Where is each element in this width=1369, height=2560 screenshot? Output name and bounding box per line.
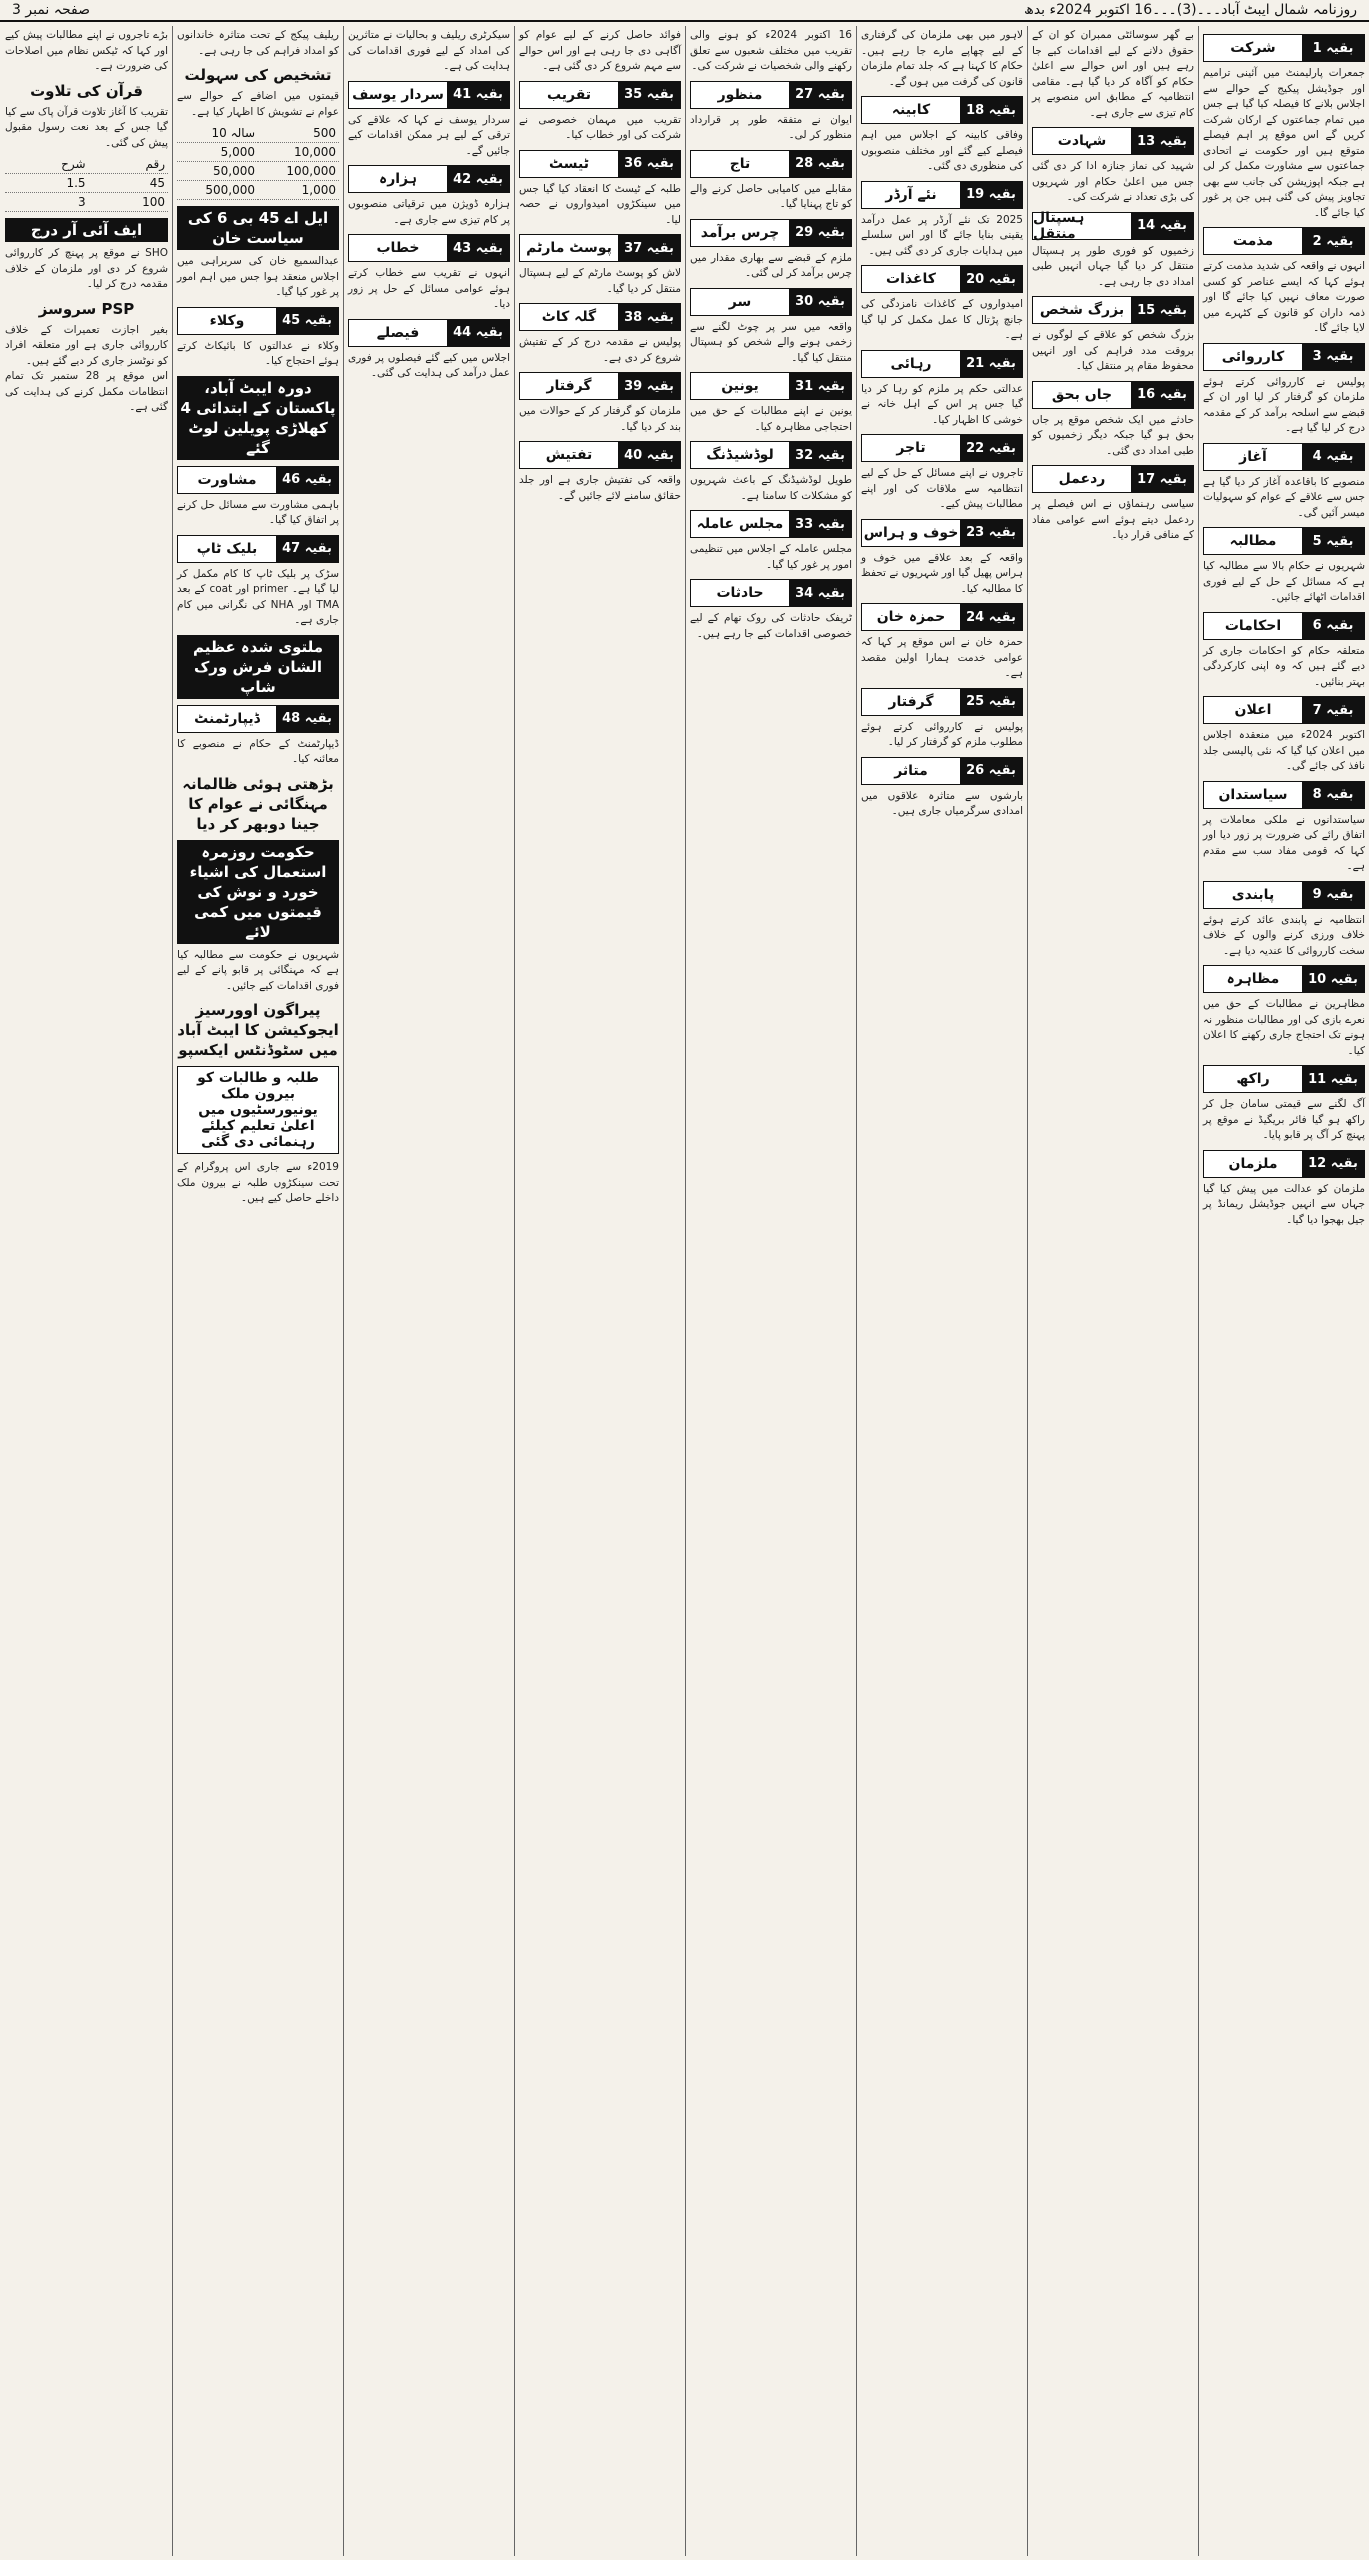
article-text: سیاسی رہنماؤں نے اس فیصلے پر ردعمل دیتے ہوئے اسے عوامی مفاد کے منافی قرار دیا۔: [1032, 498, 1194, 541]
article-text: تقریب میں مہمان خصوصی نے شرکت کی اور خطاب کیا۔: [519, 113, 681, 141]
article-text: عدالتی حکم پر ملزم کو رہا کر دیا گیا جس پر اس کے اہل خانہ نے خوشی کا اظہار کیا۔: [861, 382, 1023, 426]
continuation-topic: مذمت: [1204, 228, 1302, 254]
continuation-box: [861, 265, 1023, 293]
article-text: سڑک پر بلیک ٹاپ کا کام مکمل کر لیا گیا ہے۔ primer اور coat کے بعد TMA اور NHA کی نگرانی میں کام جاری ہے۔: [177, 567, 340, 626]
continuation-box: [1203, 34, 1365, 62]
continuation-box: [519, 81, 681, 109]
continuation-number: بقیہ 23: [960, 520, 1022, 546]
continuation-topic: بزرگ شخص: [1033, 297, 1131, 323]
article-text: منصوبے کا باقاعدہ آغاز کر دیا گیا ہے جس سے علاقے کے عوام کو سہولیات میسر آئیں گی۔: [1203, 475, 1365, 519]
continuation-box: [177, 466, 339, 494]
continuation-topic: کاغذات: [862, 266, 960, 292]
article-text: امیدواروں کے کاغذات نامزدگی کی جانچ پڑتال کا عمل مکمل کر لیا گیا ہے۔: [861, 298, 1023, 341]
table-cell: 1.5: [5, 174, 89, 193]
article-text: لاہور میں بھی ملزمان کی گرفتاری کے لیے چھاپے مارے جا رہے ہیں۔ حکام کا کہنا ہے کہ جلد تمام ملزمان قانون کی گرفت میں ہوں گے۔: [861, 29, 1023, 88]
article-text: مجلس عاملہ کے اجلاس میں تنظیمی امور پر غور کیا گیا۔: [690, 543, 852, 571]
article-text: ایوان نے متفقہ طور پر قرارداد منظور کر لی۔: [690, 113, 852, 141]
article-text: وفاقی کابینہ کے اجلاس میں اہم فیصلے کیے گئے اور مختلف منصوبوں کی منظوری دی گئی۔: [861, 129, 1023, 172]
masthead-title: روزنامہ شمال ایبٹ آباد۔۔۔(3)۔۔۔16 اکتوبر 2024ء بدھ: [1024, 2, 1357, 18]
headline: بڑھتی ہوئی ظالمانہ مہنگائی نے عوام کا جینا دوبھر کر دیا: [182, 774, 334, 833]
article-text: بارشوں سے متاثرہ علاقوں میں امدادی سرگرمیاں جاری ہیں۔: [861, 789, 1023, 817]
continuation-box: [1032, 465, 1194, 493]
continuation-topic: خوف و ہراس: [862, 520, 960, 546]
headline: دورہ ایبٹ آباد، پاکستان کے ابتدائی 4 کھلاڑی پویلین لوٹ گئے: [177, 376, 339, 460]
continuation-box: [690, 219, 852, 247]
table-cell: 500,000: [177, 181, 258, 200]
continuation-box: [690, 441, 852, 469]
continuation-number: بقیہ 25: [960, 689, 1022, 715]
continuation-topic: ہزارہ: [349, 166, 447, 192]
continuation-number: بقیہ 18: [960, 97, 1022, 123]
continuation-topic: مجلس عاملہ: [691, 511, 789, 537]
article-text: انہوں نے واقعہ کی شدید مذمت کرتے ہوئے کہا کہ ایسے عناصر کو کسی صورت معاف نہیں کیا جائے گا اور ذمہ داران کو قانون کے کٹہرے میں لایا جائے گا۔: [1203, 260, 1365, 334]
continuation-topic: سیاستدان: [1204, 782, 1302, 808]
rate-table: [5, 155, 168, 212]
column-4: [685, 26, 856, 2556]
continuation-number: بقیہ 39: [618, 373, 680, 399]
continuation-box: [348, 319, 510, 347]
article-text: جمعرات پارلیمنٹ میں آئینی ترامیم اور جوڈیشل پیکیج کے حوالے سے اجلاس بلانے کا فیصلہ کیا گیا ہے جس میں تمام جماعتوں کے ارکان شرکت کریں گے اس موقع پر اہم فیصلے متوقع ہیں اور حکومت نے اتحادی جماعتوں سے مشاورت مکمل کر لی ہے جبکہ اپوزیشن کی جانب سے بھی تجاویز پیش کی گئی ہیں جن پر غور کیا جائے گا۔: [1203, 67, 1365, 219]
continuation-topic: سر: [691, 289, 789, 315]
continuation-number: بقیہ 38: [618, 304, 680, 330]
article-text: اجلاس میں کیے گئے فیصلوں پر فوری عمل درآمد کی ہدایت کی گئی۔: [348, 351, 510, 379]
continuation-number: بقیہ 32: [789, 442, 851, 468]
article-text: شہریوں نے حکومت سے مطالبہ کیا ہے کہ مہنگائی پر قابو پانے کے لیے فوری اقدامات کیے جائیں۔: [177, 948, 339, 992]
continuation-box: [690, 288, 852, 316]
continuation-number: بقیہ 19: [960, 182, 1022, 208]
continuation-number: بقیہ 15: [1131, 297, 1193, 323]
continuation-box: [1032, 381, 1194, 409]
table-cell: شرح: [5, 155, 89, 174]
rate-table: [177, 124, 339, 200]
article-text: پولیس نے مقدمہ درج کر کے تفتیش شروع کر دی ہے۔: [519, 336, 681, 364]
continuation-box: [177, 535, 339, 563]
continuation-box: [1203, 1150, 1365, 1178]
continuation-number: بقیہ 43: [447, 235, 509, 261]
continuation-topic: یونین: [691, 373, 789, 399]
article-text: بزرگ شخص کو علاقے کے لوگوں نے بروقت مدد فراہم کی اور انہیں محفوظ مقام پر منتقل کیا۔: [1032, 329, 1194, 372]
continuation-box: [1203, 696, 1365, 724]
article-text: سیکرٹری ریلیف و بحالیات نے متاثرین کی امداد کے لیے فوری اقدامات کی ہدایت کی ہے۔: [348, 29, 510, 72]
column-8: [1, 26, 172, 2556]
article-text: ڈیپارٹمنٹ کے حکام نے منصوبے کا معائنہ کیا۔: [177, 737, 339, 765]
column-1: [1198, 26, 1369, 2556]
table-cell: 1,000: [258, 181, 339, 200]
headline: ملتوی شدہ عظیم الشان فرش ورک شاپ: [177, 635, 339, 699]
continuation-topic: اعلان: [1204, 697, 1302, 723]
table-cell: 100: [89, 193, 168, 212]
continuation-topic: گرفتار: [862, 689, 960, 715]
masthead: [0, 0, 1369, 22]
table-cell: رقم: [89, 155, 168, 174]
article-text: واقعہ میں سر پر چوٹ لگنے سے زخمی ہونے والے شخص کو ہسپتال منتقل کیا گیا۔: [690, 320, 852, 364]
article-text: ٹریفک حادثات کی روک تھام کے لیے خصوصی اقدامات کیے جا رہے ہیں۔: [690, 612, 852, 640]
continuation-topic: ردعمل: [1033, 466, 1131, 492]
continuation-number: بقیہ 14: [1131, 213, 1193, 239]
continuation-number: بقیہ 46: [276, 467, 338, 493]
continuation-box: [861, 757, 1023, 785]
article-text: SHO نے موقع پر پہنچ کر کارروائی شروع کر دی اور ملزمان کے خلاف مقدمہ درج کر لیا۔: [5, 247, 168, 290]
continuation-number: بقیہ 45: [276, 308, 338, 334]
article-text: فوائد حاصل کرنے کے لیے عوام کو آگاہی دی جا رہی ہے اور اس حوالے سے مہم شروع کر دی گئی ہے۔: [519, 29, 681, 72]
article-text: پولیس نے کارروائی کرتے ہوئے ملزمان کو گرفتار کر لیا اور ان کے قبضے سے اسلحہ برآمد کر کے مقدمہ درج کر لیا گیا ہے۔: [1203, 375, 1365, 434]
continuation-topic: متاثر: [862, 758, 960, 784]
continuation-box: [1203, 881, 1365, 909]
continuation-number: بقیہ 27: [789, 82, 851, 108]
continuation-number: بقیہ 24: [960, 604, 1022, 630]
article-text: حمزہ خان نے اس موقع پر کہا کہ عوامی خدمت ہمارا اولین مقصد ہے۔: [861, 636, 1023, 679]
continuation-topic: مظاہرہ: [1204, 966, 1302, 992]
continuation-number: بقیہ 22: [960, 435, 1022, 461]
continuation-number: بقیہ 36: [618, 151, 680, 177]
continuation-number: بقیہ 9: [1302, 882, 1364, 908]
continuation-topic: رہائی: [862, 351, 960, 377]
continuation-topic: گلہ کاٹ: [520, 304, 618, 330]
continuation-topic: جاں بحق: [1033, 382, 1131, 408]
article-text: طلبہ کے ٹیسٹ کا انعقاد کیا گیا جس میں سینکڑوں امیدواروں نے حصہ لیا۔: [519, 182, 681, 226]
article-text: 2019ء سے جاری اس پروگرام کے تحت سینکڑوں طلبہ نے بیرون ملک داخلے حاصل کیے ہیں۔: [177, 1161, 339, 1204]
continuation-topic: چرس برآمد: [691, 220, 789, 246]
table-row: [177, 124, 339, 143]
article-text: تاجروں نے اپنے مسائل کے حل کے لیے انتظامیہ سے ملاقات کی اور اپنے مطالبات پیش کیے۔: [861, 467, 1023, 510]
continuation-box: [519, 234, 681, 262]
article-text: بے گھر سوسائٹی ممبران کو ان کے حقوق دلانے کے لیے اقدامات کیے جا رہے ہیں اور اس حوالے سے اعلیٰ حکام کو آگاہ کر دیا گیا ہے۔ مقامی انتظامیہ کے مطابق اس منصوبے پر کام تیزی سے جاری ہے۔: [1032, 29, 1194, 119]
continuation-number: بقیہ 4: [1302, 444, 1364, 470]
continuation-topic: کابینہ: [862, 97, 960, 123]
continuation-topic: مشاورت: [178, 467, 276, 493]
article-text: عبدالسمیع خان کی سربراہی میں اجلاس منعقد ہوا جس میں اہم امور پر غور کیا گیا۔: [177, 255, 339, 298]
columns: [0, 26, 1369, 2556]
continuation-number: بقیہ 26: [960, 758, 1022, 784]
continuation-box: [861, 96, 1023, 124]
continuation-box: [690, 510, 852, 538]
continuation-box: [1203, 1065, 1365, 1093]
continuation-topic: شہادت: [1033, 128, 1131, 154]
headline: تشخیص کی سہولت: [184, 66, 332, 84]
continuation-number: بقیہ 30: [789, 289, 851, 315]
continuation-topic: لوڈشیڈنگ: [691, 442, 789, 468]
continuation-topic: تاج: [691, 151, 789, 177]
continuation-topic: تقریب: [520, 82, 618, 108]
table-cell: 50,000: [177, 162, 258, 181]
continuation-number: بقیہ 34: [789, 580, 851, 606]
article-text: ملزمان کو عدالت میں پیش کیا گیا جہاں سے انہیں جوڈیشل ریمانڈ پر جیل بھجوا دیا گیا۔: [1203, 1182, 1365, 1226]
article-text: مقابلے میں کامیابی حاصل کرنے والے کو تاج پہنایا گیا۔: [690, 182, 852, 210]
continuation-topic: راکھ: [1204, 1066, 1302, 1092]
continuation-box: [1032, 209, 1194, 242]
continuation-box: [861, 603, 1023, 631]
article-text: واقعہ کی تفتیش جاری ہے اور جلد حقائق سامنے لائے جائیں گے۔: [519, 474, 681, 502]
article-text: انہوں نے تقریب سے خطاب کرتے ہوئے عوامی مسائل کے حل پر زور دیا۔: [348, 267, 510, 310]
table-cell: 500: [258, 124, 339, 143]
continuation-topic: تفتیش: [520, 442, 618, 468]
table-row: [177, 181, 339, 200]
continuation-box: [519, 303, 681, 331]
column-5: [514, 26, 685, 2556]
article-text: اس موقع پر 28 ستمبر تک تمام انتظامات مکمل کرنے کی ہدایت کی گئی ہے۔: [5, 370, 168, 413]
column-3: [856, 26, 1027, 2556]
continuation-number: بقیہ 41: [447, 82, 509, 108]
continuation-topic: ہسپتال منتقل: [1033, 213, 1131, 239]
continuation-box: [861, 688, 1023, 716]
continuation-topic: ٹیسٹ: [520, 151, 618, 177]
article-text: شہریوں نے حکام بالا سے مطالبہ کیا ہے کہ مسائل کے حل کے لیے فوری اقدامات اٹھائے جائیں۔: [1203, 560, 1365, 603]
continuation-box: [1203, 965, 1365, 993]
continuation-number: بقیہ 12: [1302, 1151, 1364, 1177]
table-cell: 3: [5, 193, 89, 212]
continuation-number: بقیہ 28: [789, 151, 851, 177]
continuation-box: [1203, 527, 1365, 555]
continuation-topic: مطالبہ: [1204, 528, 1302, 554]
continuation-topic: پوسٹ مارٹم: [520, 235, 618, 261]
column-7: [172, 26, 343, 2556]
continuation-topic: حمزہ خان: [862, 604, 960, 630]
continuation-box: [348, 81, 510, 109]
continuation-number: بقیہ 44: [447, 320, 509, 346]
article-text: بڑے تاجروں نے اپنے مطالبات پیش کیے اور کہا کہ ٹیکس نظام میں اصلاحات کی ضرورت ہے۔: [5, 29, 168, 72]
continuation-box: [519, 372, 681, 400]
continuation-number: بقیہ 5: [1302, 528, 1364, 554]
table-row: [5, 155, 168, 174]
continuation-topic: کارروائی: [1204, 344, 1302, 370]
continuation-number: بقیہ 1: [1302, 35, 1364, 61]
continuation-box: [519, 150, 681, 178]
table-row: [5, 174, 168, 193]
continuation-topic: ڈیپارٹمنٹ: [178, 706, 276, 732]
continuation-box: [519, 441, 681, 469]
continuation-number: بقیہ 35: [618, 82, 680, 108]
article-text: یونین نے اپنے مطالبات کے حق میں احتجاجی مظاہرہ کیا۔: [690, 405, 852, 433]
continuation-number: بقیہ 6: [1302, 613, 1364, 639]
article-text: طویل لوڈشیڈنگ کے باعث شہریوں کو مشکلات کا سامنا ہے۔: [690, 474, 852, 502]
page-number: صفحہ نمبر 3: [12, 2, 90, 18]
article-text: لاش کو پوسٹ مارٹم کے لیے ہسپتال منتقل کر دیا گیا۔: [519, 267, 681, 295]
continuation-topic: بلیک ٹاپ: [178, 536, 276, 562]
continuation-box: [861, 181, 1023, 209]
continuation-box: [1203, 781, 1365, 809]
table-cell: 100,000: [258, 162, 339, 181]
continuation-topic: سردار یوسف: [349, 82, 447, 108]
continuation-topic: منظور: [691, 82, 789, 108]
article-text: انتظامیہ نے پابندی عائد کرتے ہوئے خلاف ورزی کرنے والوں کے خلاف سخت کارروائی کا عندیہ دیا ہے۔: [1203, 913, 1365, 957]
continuation-topic: تاجر: [862, 435, 960, 461]
continuation-topic: احکامات: [1204, 613, 1302, 639]
continuation-box: [177, 705, 339, 733]
article-text: ہزارہ ڈویژن میں ترقیاتی منصوبوں پر کام تیزی سے جاری ہے۔: [348, 198, 510, 226]
headline: ایل اے 45 بی 6 کی سیاست خان: [177, 206, 339, 250]
continuation-box: [1032, 296, 1194, 324]
article-text: 2025 تک نئے آرڈر پر عمل درآمد یقینی بنایا جائے گا اور اس سلسلے میں ہدایات جاری کر دی گئی ہیں۔: [861, 213, 1023, 257]
article-text: اکتوبر 2024ء میں منعقدہ اجلاس میں اعلان کیا گیا کہ نئی پالیسی جلد نافذ کی جائے گی۔: [1203, 729, 1366, 772]
article-text: پولیس نے کارروائی کرتے ہوئے مطلوب ملزم کو گرفتار کر لیا۔: [861, 720, 1023, 748]
continuation-number: بقیہ 48: [276, 706, 338, 732]
headline: قرآن کی تلاوت: [30, 81, 143, 100]
continuation-number: بقیہ 16: [1131, 382, 1193, 408]
article-text: آگ لگنے سے قیمتی سامان جل کر راکھ ہو گیا فائر بریگیڈ نے موقع پر پہنچ کر آگ پر قابو پایا۔: [1203, 1098, 1365, 1141]
article-text: سردار یوسف نے کہا کہ علاقے کی ترقی کے لیے ہر ممکن اقدامات کیے جائیں گے۔: [348, 113, 510, 157]
table-cell: 10,000: [258, 143, 339, 162]
continuation-topic: پابندی: [1204, 882, 1302, 908]
continuation-number: بقیہ 10: [1302, 966, 1364, 992]
continuation-box: [861, 350, 1023, 378]
continuation-box: [861, 519, 1023, 547]
continuation-number: بقیہ 2: [1302, 228, 1364, 254]
article-text: وکلاء نے عدالتوں کا بائیکاٹ کرتے ہوئے احتجاج کیا۔: [177, 339, 339, 367]
article-text: قیمتوں میں اضافے کے حوالے سے عوام نے تشویش کا اظہار کیا ہے۔: [177, 90, 339, 118]
continuation-topic: گرفتار: [520, 373, 618, 399]
continuation-number: بقیہ 11: [1302, 1066, 1364, 1092]
continuation-box: [690, 372, 852, 400]
continuation-number: بقیہ 33: [789, 511, 851, 537]
continuation-number: بقیہ 42: [447, 166, 509, 192]
headline: پیراگون اوورسیز ایجوکیشن کا ایبٹ آباد میں سٹوڈنٹس ایکسپو: [177, 1001, 339, 1059]
table-row: [5, 193, 168, 212]
continuation-topic: خطاب: [349, 235, 447, 261]
continuation-number: بقیہ 8: [1302, 782, 1364, 808]
article-text: مظاہرین نے مطالبات کے حق میں نعرے بازی کی اور مطالبات منظور نہ ہونے تک احتجاج جاری رکھنے کا اعلان کیا۔: [1203, 998, 1365, 1057]
article-text: تقریب کا آغاز تلاوت قرآن پاک سے کیا گیا جس کے بعد نعت رسول مقبول پیش کی گئی۔: [5, 105, 168, 149]
continuation-box: [1203, 343, 1365, 371]
continuation-box: [177, 307, 339, 335]
article-text: سیاستدانوں نے ملکی معاملات پر اتفاق رائے کی ضرورت پر زور دیا اور کہا کہ قومی مفاد سب سے مقدم ہے۔: [1203, 813, 1365, 872]
continuation-box: [690, 579, 852, 607]
article-text: ملزمان کو گرفتار کر کے حوالات میں بند کر دیا گیا۔: [519, 405, 681, 433]
continuation-number: بقیہ 37: [618, 235, 680, 261]
table-cell: 45: [89, 174, 168, 193]
continuation-box: [348, 234, 510, 262]
continuation-box: [861, 434, 1023, 462]
continuation-topic: نئے آرڈر: [862, 182, 960, 208]
article-text: ملزم کے قبضے سے بھاری مقدار میں چرس برآمد کر لی گئی۔: [690, 251, 852, 279]
continuation-box: [1203, 612, 1365, 640]
continuation-topic: شرکت: [1204, 35, 1302, 61]
continuation-topic: فیصلے: [349, 320, 447, 346]
continuation-number: بقیہ 21: [960, 351, 1022, 377]
headline: PSP سروسز: [38, 299, 135, 318]
headline: حکومت روزمرہ استعمال کی اشیاء خورد و نوش کی قیمتوں میں کمی لائے: [177, 840, 339, 944]
article-text: واقعہ کے بعد علاقے میں خوف و ہراس پھیل گیا اور شہریوں نے تحفظ کا مطالبہ کیا۔: [861, 551, 1023, 595]
continuation-number: بقیہ 31: [789, 373, 851, 399]
continuation-box: [690, 150, 852, 178]
continuation-box: [1203, 227, 1365, 255]
continuation-number: بقیہ 7: [1302, 697, 1364, 723]
continuation-box: [1203, 443, 1365, 471]
continuation-number: بقیہ 20: [960, 266, 1022, 292]
article-text: زخمیوں کو فوری طور پر ہسپتال منتقل کر دیا گیا جہاں انہیں طبی امداد دی جا رہی ہے۔: [1032, 244, 1194, 288]
banner: طلبہ و طالبات کو بیرون ملک یونیورسٹیوں میں اعلیٰ تعلیم کیلئے رہنمائی دی گئی: [177, 1066, 339, 1154]
continuation-number: بقیہ 47: [276, 536, 338, 562]
article-text: 16 اکتوبر 2024ء کو ہونے والی تقریب میں مختلف شعبوں سے تعلق رکھنے والی شخصیات نے شرکت کی۔: [690, 29, 852, 72]
continuation-topic: آغاز: [1204, 444, 1302, 470]
continuation-number: بقیہ 40: [618, 442, 680, 468]
continuation-topic: ملزمان: [1204, 1151, 1302, 1177]
table-row: [177, 143, 339, 162]
headline: ایف آئی آر درج: [5, 218, 168, 242]
column-2: [1027, 26, 1198, 2556]
article-text: بغیر اجازت تعمیرات کے خلاف کارروائی جاری ہے اور متعلقہ افراد کو نوٹسز جاری کر دیے گئے ہیں۔: [5, 323, 168, 367]
continuation-topic: وکلاء: [178, 308, 276, 334]
article-text: متعلقہ حکام کو احکامات جاری کر دیے گئے ہیں کہ وہ اپنی کارکردگی بہتر بنائیں۔: [1203, 644, 1365, 688]
article-text: باہمی مشاورت سے مسائل حل کرنے پر اتفاق کیا گیا۔: [177, 498, 339, 526]
continuation-number: بقیہ 3: [1302, 344, 1364, 370]
table-cell: 10 سالہ: [177, 124, 258, 143]
continuation-box: [1032, 127, 1194, 155]
column-6: [343, 26, 514, 2556]
continuation-number: بقیہ 17: [1131, 466, 1193, 492]
continuation-box: [690, 81, 852, 109]
article-text: شہید کی نماز جنازہ ادا کر دی گئی جس میں اعلیٰ حکام اور شہریوں کی بڑی تعداد نے شرکت کی۔: [1032, 160, 1194, 203]
article-text: ریلیف پیکج کے تحت متاثرہ خاندانوں کو امداد فراہم کی جا رہی ہے۔: [177, 29, 339, 57]
continuation-box: [348, 165, 510, 193]
article-text: حادثے میں ایک شخص موقع پر جاں بحق ہو گیا جبکہ دیگر زخمیوں کو طبی امداد دی گئی۔: [1032, 413, 1194, 457]
continuation-topic: حادثات: [691, 580, 789, 606]
table-cell: 5,000: [177, 143, 258, 162]
continuation-number: بقیہ 29: [789, 220, 851, 246]
continuation-number: بقیہ 13: [1131, 128, 1193, 154]
table-row: [177, 162, 339, 181]
